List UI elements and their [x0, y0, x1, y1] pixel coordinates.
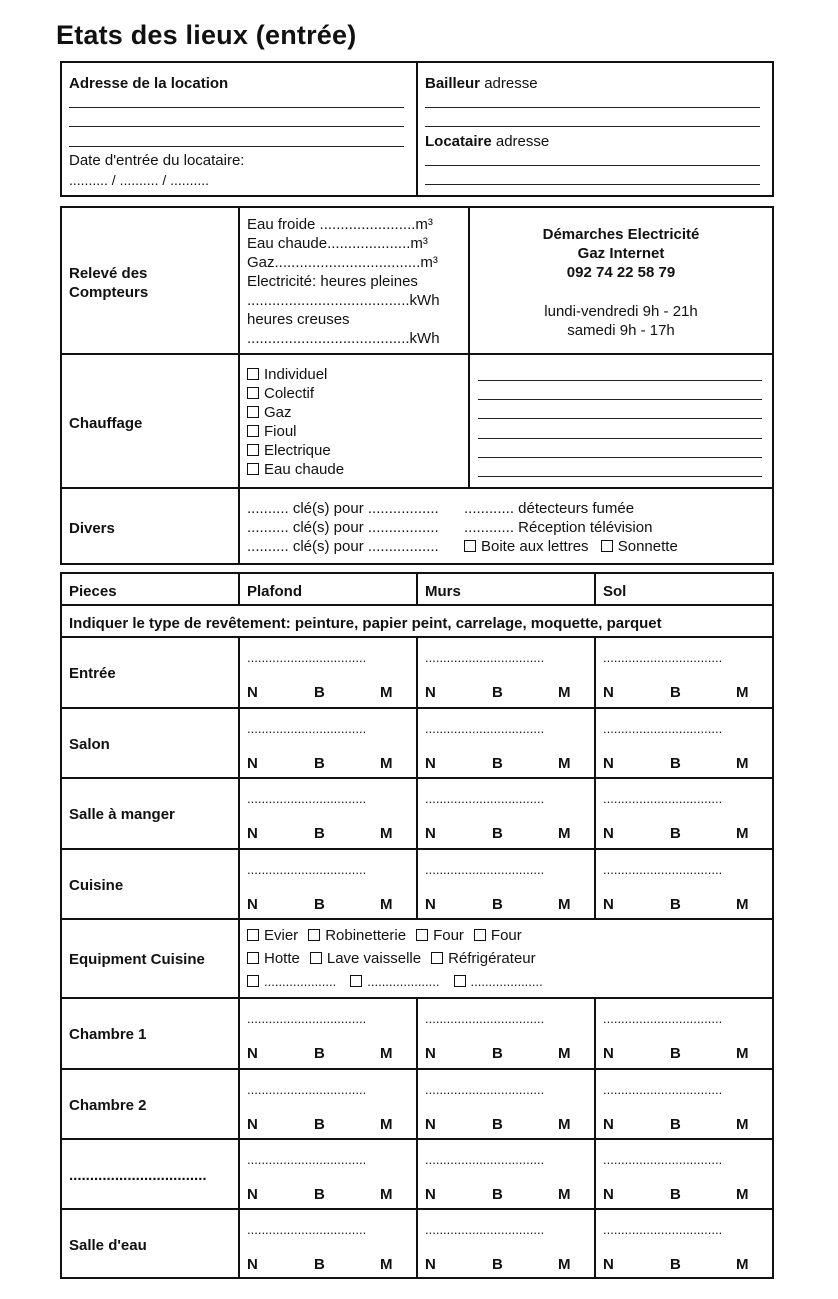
heating-note-line-4[interactable]	[478, 438, 762, 439]
page-title: Etats des lieux (entrée)	[56, 20, 357, 50]
rating-n-plafond[interactable]: N	[247, 1116, 258, 1133]
locataire-rest: adresse	[495, 133, 550, 150]
covering-field-sol[interactable]: .................................	[603, 1152, 723, 1167]
rating-b-murs[interactable]: B	[492, 1186, 503, 1203]
rating-b-murs[interactable]: B	[492, 755, 503, 772]
rating-n-plafond[interactable]: N	[247, 684, 258, 701]
rating-m-murs[interactable]: M	[558, 684, 571, 701]
rating-n-murs[interactable]: N	[425, 896, 436, 913]
rating-n-plafond[interactable]: N	[247, 896, 258, 913]
rating-m-plafond[interactable]: M	[380, 896, 393, 913]
rating-m-sol[interactable]: M	[736, 1045, 749, 1062]
rating-n-sol[interactable]: N	[603, 755, 614, 772]
heating-note-line-1[interactable]	[478, 380, 762, 381]
header-bottom-line	[60, 604, 774, 606]
rating-n-plafond[interactable]: N	[247, 825, 258, 842]
covering-field-plafond[interactable]: .................................	[247, 1222, 367, 1237]
covering-field-plafond[interactable]: .................................	[247, 862, 367, 877]
misc-tv-reception[interactable]: ............ Réception télévision	[464, 519, 653, 536]
rating-m-murs[interactable]: M	[558, 1186, 571, 1203]
location-address-line-1[interactable]	[69, 107, 404, 108]
kitchen-equipment-row-2	[247, 949, 536, 968]
rating-b-plafond[interactable]: B	[314, 1045, 325, 1062]
meter-electricity-peak-label: Electricité: heures pleines	[247, 273, 418, 290]
rating-b-murs[interactable]: B	[492, 825, 503, 842]
rating-m-sol[interactable]: M	[736, 825, 749, 842]
contact-hours-2: samedi 9h - 17h	[567, 322, 675, 339]
meters-label-divider	[238, 206, 240, 565]
header-murs: Murs	[425, 583, 461, 600]
row-label-divider	[238, 918, 240, 997]
kitchen-blank-field[interactable]: ....................	[367, 974, 440, 989]
rating-m-plafond[interactable]: M	[380, 684, 393, 701]
rating-n-sol[interactable]: N	[603, 896, 614, 913]
rating-b-murs[interactable]: B	[492, 1256, 503, 1273]
heating-option-individuel[interactable]: Individuel	[247, 365, 344, 384]
location-address-line-3[interactable]	[69, 146, 404, 147]
column-divider	[594, 1068, 596, 1139]
rating-b-plafond[interactable]: B	[314, 755, 325, 772]
row-label-divider	[238, 636, 240, 707]
meters-label-line2: Compteurs	[69, 284, 149, 301]
checkbox-icon[interactable]	[247, 929, 259, 941]
bailleur-line-2[interactable]	[425, 126, 760, 127]
misc-keys-1[interactable]: .......... clé(s) pour .................	[247, 500, 439, 517]
rating-b-sol[interactable]: B	[670, 755, 681, 772]
locataire-bold: Locataire	[425, 133, 492, 150]
header-sol: Sol	[603, 583, 627, 600]
rating-n-sol[interactable]: N	[603, 1045, 614, 1062]
header-plafond: Plafond	[247, 583, 302, 600]
checkbox-icon[interactable]	[454, 975, 466, 987]
covering-field-plafond[interactable]: .................................	[247, 791, 367, 806]
rating-b-sol[interactable]: B	[670, 1116, 681, 1133]
rating-b-sol[interactable]: B	[670, 896, 681, 913]
kitchen-equipment-row-1	[247, 926, 522, 945]
checkbox-icon[interactable]	[247, 444, 259, 456]
rating-n-murs[interactable]: N	[425, 684, 436, 701]
rating-b-sol[interactable]: B	[670, 825, 681, 842]
header-divider	[594, 572, 596, 604]
heating-note-line-2[interactable]	[478, 399, 762, 400]
checkbox-icon[interactable]	[247, 975, 259, 987]
covering-field-murs[interactable]: .................................	[425, 791, 545, 806]
kitchen-item-label: Four	[433, 927, 464, 944]
rating-m-sol[interactable]: M	[736, 755, 749, 772]
rating-n-murs[interactable]: N	[425, 1256, 436, 1273]
misc-label: Divers	[69, 520, 115, 537]
checkbox-icon[interactable]	[308, 929, 320, 941]
contact-phone[interactable]: 092 74 22 58 79	[566, 264, 676, 281]
checkbox-icon[interactable]	[464, 540, 476, 552]
misc-keys-3[interactable]: .......... clé(s) pour .................	[247, 538, 439, 555]
rating-m-murs[interactable]: M	[558, 825, 571, 842]
rating-m-plafond[interactable]: M	[380, 1256, 393, 1273]
checkbox-icon[interactable]	[247, 387, 259, 399]
heating-note-line-6[interactable]	[478, 476, 762, 477]
heating-option-gaz[interactable]: Gaz	[247, 403, 344, 422]
rating-m-plafond[interactable]: M	[380, 1045, 393, 1062]
rating-b-plafond[interactable]: B	[314, 684, 325, 701]
rating-n-sol[interactable]: N	[603, 825, 614, 842]
covering-field-sol[interactable]: .................................	[603, 1011, 723, 1026]
rating-n-sol[interactable]: N	[603, 1256, 614, 1273]
column-divider	[416, 777, 418, 848]
kitchen-blank-field[interactable]: ....................	[264, 974, 337, 989]
misc-keys-2[interactable]: .......... clé(s) pour .................	[247, 519, 439, 536]
rating-b-plafond[interactable]: B	[314, 1186, 325, 1203]
rating-n-plafond[interactable]: N	[247, 1045, 258, 1062]
column-divider	[594, 707, 596, 778]
covering-field-murs[interactable]: .................................	[425, 1011, 545, 1026]
bailleur-rest: adresse	[484, 75, 538, 92]
rating-m-sol[interactable]: M	[736, 1116, 749, 1133]
rating-b-murs[interactable]: B	[492, 896, 503, 913]
rating-m-murs[interactable]: M	[558, 1116, 571, 1133]
rating-n-plafond[interactable]: N	[247, 755, 258, 772]
covering-field-sol[interactable]: .................................	[603, 721, 723, 736]
contact-hours	[470, 302, 772, 340]
locataire-line-1[interactable]	[425, 165, 760, 166]
room-name: Chambre 1	[69, 1026, 147, 1043]
column-divider	[416, 848, 418, 919]
rating-m-sol[interactable]: M	[736, 896, 749, 913]
room-name: Entrée	[69, 665, 116, 682]
covering-field-sol[interactable]: .................................	[603, 862, 723, 877]
meter-cold-water[interactable]: Eau froide .......................m³	[247, 216, 433, 233]
column-divider	[594, 777, 596, 848]
location-address-line-2[interactable]	[69, 126, 404, 127]
bailleur-label	[425, 74, 538, 93]
header-divider	[416, 572, 418, 604]
checkbox-icon[interactable]	[247, 406, 259, 418]
meter-hot-water[interactable]: Eau chaude....................m³	[247, 235, 428, 252]
row-label-divider	[238, 848, 240, 919]
covering-field-plafond[interactable]: .................................	[247, 1011, 367, 1026]
rating-b-sol[interactable]: B	[670, 1256, 681, 1273]
column-divider	[594, 1138, 596, 1209]
rating-m-plafond[interactable]: M	[380, 1116, 393, 1133]
rating-m-sol[interactable]: M	[736, 1186, 749, 1203]
row-label-divider	[238, 1138, 240, 1209]
rating-n-murs[interactable]: N	[425, 1116, 436, 1133]
rating-b-plafond[interactable]: B	[314, 1116, 325, 1133]
rating-n-sol[interactable]: N	[603, 1116, 614, 1133]
rating-b-plafond[interactable]: B	[314, 825, 325, 842]
heating-label: Chauffage	[69, 415, 143, 432]
column-divider	[594, 997, 596, 1068]
covering-field-murs[interactable]: .................................	[425, 862, 545, 877]
covering-field-sol[interactable]: .................................	[603, 650, 723, 665]
rating-b-sol[interactable]: B	[670, 684, 681, 701]
locataire-line-2[interactable]	[425, 184, 760, 185]
covering-field-plafond[interactable]: .................................	[247, 650, 367, 665]
row-label-divider	[238, 777, 240, 848]
location-address-label: Adresse de la location	[69, 75, 229, 92]
rating-b-sol[interactable]: B	[670, 1045, 681, 1062]
meter-gas[interactable]: Gaz...................................m³	[247, 254, 438, 271]
row-top-line	[60, 918, 774, 920]
kitchen-item-label: Réfrigérateur	[448, 950, 536, 967]
kitchen-equipment-row-3	[247, 972, 543, 991]
covering-field-plafond[interactable]: .................................	[247, 1082, 367, 1097]
kitchen-item-label: Lave vaisselle	[326, 950, 422, 967]
checkbox-icon[interactable]	[601, 540, 613, 552]
rating-n-murs[interactable]: N	[425, 1186, 436, 1203]
column-divider	[594, 1208, 596, 1279]
rating-n-plafond[interactable]: N	[247, 1186, 258, 1203]
rating-m-murs[interactable]: M	[558, 1045, 571, 1062]
column-divider	[416, 1138, 418, 1209]
checkbox-icon[interactable]	[474, 929, 486, 941]
meter-readings	[247, 215, 440, 348]
checkbox-icon[interactable]	[247, 368, 259, 380]
room-name: Salle à manger	[69, 806, 175, 823]
rating-b-plafond[interactable]: B	[314, 1256, 325, 1273]
rating-m-plafond[interactable]: M	[380, 1186, 393, 1203]
rating-b-plafond[interactable]: B	[314, 896, 325, 913]
covering-field-plafond[interactable]: .................................	[247, 721, 367, 736]
row-label-divider	[238, 1068, 240, 1139]
rating-n-murs[interactable]: N	[425, 1045, 436, 1062]
checkbox-icon[interactable]	[416, 929, 428, 941]
misc-bell: Sonnette	[617, 538, 678, 555]
bailleur-bold: Bailleur	[425, 75, 481, 92]
rating-b-sol[interactable]: B	[670, 1186, 681, 1203]
rating-b-murs[interactable]: B	[492, 1045, 503, 1062]
checkbox-icon[interactable]	[247, 425, 259, 437]
rating-b-murs[interactable]: B	[492, 684, 503, 701]
heating-option-electrique[interactable]: Electrique	[247, 441, 344, 460]
row-label-divider	[238, 707, 240, 778]
row-label-divider	[238, 1208, 240, 1279]
column-divider	[594, 636, 596, 707]
rating-b-murs[interactable]: B	[492, 1116, 503, 1133]
rating-n-murs[interactable]: N	[425, 755, 436, 772]
checkbox-icon[interactable]	[431, 952, 443, 964]
covering-field-plafond[interactable]: .................................	[247, 1152, 367, 1167]
instruction-text: Indiquer le type de revêtement: peinture, papier peint, carrelage, moquette, parquet	[69, 615, 662, 632]
misc-mailbox-bell	[464, 537, 678, 556]
rating-m-murs[interactable]: M	[558, 1256, 571, 1273]
kitchen-item-label: Four	[490, 927, 522, 944]
checkbox-icon[interactable]	[247, 463, 259, 475]
bailleur-line-1[interactable]	[425, 107, 760, 108]
row-label-divider	[238, 997, 240, 1068]
covering-field-sol[interactable]: .................................	[603, 1222, 723, 1237]
heating-options	[247, 365, 344, 479]
covering-field-murs[interactable]: .................................	[425, 1152, 545, 1167]
meters-label	[69, 264, 148, 302]
rating-m-plafond[interactable]: M	[380, 755, 393, 772]
kitchen-blank-field[interactable]: ....................	[470, 974, 543, 989]
rating-m-sol[interactable]: M	[736, 1256, 749, 1273]
rating-m-sol[interactable]: M	[736, 684, 749, 701]
kitchen-item-label: Robinetterie	[325, 927, 407, 944]
covering-field-murs[interactable]: .................................	[425, 1082, 545, 1097]
kitchen-equipment-label: Equipment Cuisine	[69, 951, 205, 968]
meter-electricity-offpeak-label: heures creuses	[247, 311, 350, 328]
room-name: Salle d'eau	[69, 1237, 147, 1254]
column-divider	[594, 848, 596, 919]
meters-label-line1: Relevé des	[69, 265, 148, 282]
kitchen-item-label: Hotte	[264, 950, 300, 967]
heating-option-eau-chaude[interactable]: Eau chaude	[247, 460, 344, 479]
room-name: Chambre 2	[69, 1097, 147, 1114]
heating-option-fioul[interactable]: Fioul	[247, 422, 344, 441]
address-divider	[416, 61, 418, 197]
room-name: Cuisine	[69, 877, 124, 894]
contact-title-1: Démarches Electricité	[542, 226, 700, 243]
checkbox-icon[interactable]	[247, 952, 259, 964]
covering-field-sol[interactable]: .................................	[603, 1082, 723, 1097]
covering-field-sol[interactable]: .................................	[603, 791, 723, 806]
misc-smoke-detectors[interactable]: ............ détecteurs fumée	[464, 500, 635, 517]
column-divider	[416, 1068, 418, 1139]
entry-date-label: Date d'entrée du locataire:	[69, 152, 245, 169]
column-divider	[416, 1208, 418, 1279]
covering-field-murs[interactable]: .................................	[425, 721, 545, 736]
checkbox-icon[interactable]	[310, 952, 322, 964]
contact-title-2: Gaz Internet	[577, 245, 665, 262]
rating-m-murs[interactable]: M	[558, 755, 571, 772]
column-divider	[416, 707, 418, 778]
rating-m-murs[interactable]: M	[558, 896, 571, 913]
header-pieces: Pieces	[69, 583, 117, 600]
heating-misc-separator	[60, 487, 774, 489]
heating-note-line-3[interactable]	[478, 418, 762, 419]
meter-electricity-peak[interactable]: .......................................kWh	[247, 292, 440, 309]
locataire-label	[425, 132, 549, 151]
meter-electricity-offpeak[interactable]: .......................................kWh	[247, 330, 440, 347]
rating-n-murs[interactable]: N	[425, 825, 436, 842]
checkbox-icon[interactable]	[350, 975, 362, 987]
contact-info	[470, 225, 772, 282]
heating-note-line-5[interactable]	[478, 457, 762, 458]
rating-m-plafond[interactable]: M	[380, 825, 393, 842]
column-divider	[416, 997, 418, 1068]
room-name[interactable]: .................................	[69, 1167, 207, 1184]
covering-field-murs[interactable]: .................................	[425, 1222, 545, 1237]
rating-n-plafond[interactable]: N	[247, 1256, 258, 1273]
kitchen-item-label: Evier	[264, 927, 299, 944]
rating-n-sol[interactable]: N	[603, 684, 614, 701]
room-name: Salon	[69, 736, 110, 753]
entry-date-field[interactable]: .......... / .......... / ..........	[69, 172, 210, 188]
header-divider	[238, 572, 240, 604]
covering-field-murs[interactable]: .................................	[425, 650, 545, 665]
rating-n-sol[interactable]: N	[603, 1186, 614, 1203]
heating-option-colectif[interactable]: Colectif	[247, 384, 344, 403]
misc-equipment	[464, 499, 678, 556]
contact-hours-1: lundi-vendredi 9h - 21h	[544, 303, 698, 320]
misc-keys	[247, 499, 439, 556]
meters-heating-separator	[60, 353, 774, 355]
column-divider	[416, 636, 418, 707]
misc-mailbox: Boite aux lettres	[481, 538, 589, 555]
